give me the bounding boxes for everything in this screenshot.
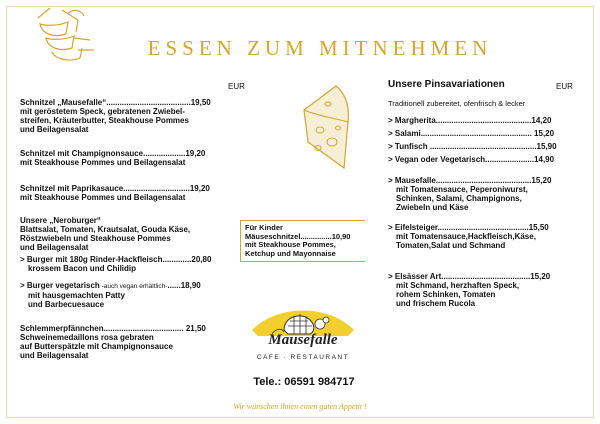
menu-item-desc: und Beilagensalat	[20, 351, 89, 360]
menu-item	[20, 255, 211, 273]
menu-item-desc: mit Tomatensauce,Hackfleisch,Käse,	[396, 232, 536, 241]
menu-item-price: ......18,90	[167, 281, 201, 290]
menu-item-desc: und Beilagensalat	[20, 243, 89, 252]
menu-item-name: > Eifelsteiger.........................................15,50	[388, 223, 549, 232]
menu-item-desc: Schweinemedaillons rosa gebraten	[20, 333, 154, 342]
logo-tagline: CAFE · RESTAURANT	[256, 354, 350, 361]
menu-item	[388, 129, 554, 138]
menu-item-desc: Tomaten,Salat und Schmand	[396, 241, 506, 250]
kids-item: Mäuseschnitzel...............10,90	[245, 231, 351, 241]
menu-item-name: Schnitzel mit Paprikasauce..............................19,20	[20, 184, 210, 193]
menu-item-name: Schnitzel mit Champignonsauce...................19,20	[20, 149, 206, 158]
right-eur-label: EUR	[556, 82, 573, 91]
pots-icon	[32, 4, 102, 64]
menu-item	[388, 142, 557, 151]
logo-brand: Mausefalle	[268, 332, 338, 348]
menu-item-desc: und Barbecuesauce	[28, 300, 105, 309]
menu-item	[20, 281, 201, 309]
menu-item	[388, 176, 551, 212]
kids-box	[240, 220, 365, 262]
menu-item-desc: streifen, Kräuterbutter, Steakhouse Pommes	[20, 116, 189, 125]
menu-item-desc: mit Schmand, herzhaften Speck,	[396, 281, 520, 290]
left-eur-label: EUR	[228, 82, 245, 91]
menu-item	[20, 98, 211, 134]
menu-item-desc: mit Steakhouse Pommes und Beilagensalat	[20, 158, 186, 167]
menu-item-name: > Burger vegetarisch	[20, 281, 100, 290]
menu-item-name: > Margherita...........................................14,20	[388, 116, 552, 125]
pinsa-heading: Unsere Pinsavariationen	[388, 79, 505, 90]
menu-item-desc: mit Steakhouse Pommes und Beilagensalat	[20, 193, 186, 202]
kids-title: Für Kinder	[245, 223, 283, 232]
page-title: ESSEN ZUM MITNEHMEN	[147, 36, 493, 60]
menu-item-name: Unsere „Neroburger“	[20, 216, 101, 225]
menu-item-note: -auch vegan erhältlich-	[99, 283, 168, 290]
menu-item	[388, 272, 550, 308]
menu-item-desc: auf Butterspätzle mit Champignonsauce	[20, 342, 173, 351]
menu-item-name: Schnitzel „Mausefalle“......................................19,50	[20, 98, 211, 107]
menu-item	[20, 216, 190, 252]
menu-item-name: > Burger mit 180g Rinder-Hackfleisch.............20,80	[20, 255, 212, 264]
phone-number: Tele.: 06591 984717	[253, 376, 355, 388]
menu-item	[20, 149, 205, 167]
menu-item-desc: rohem Schinken, Tomaten	[396, 290, 496, 299]
pinsa-subtitle: Traditionell zubereitet, ofenfrisch & lecker	[388, 99, 526, 108]
cheese-icon	[298, 82, 354, 172]
menu-item-desc: Röstzwiebeln und Steakhouse Pommes	[20, 234, 171, 243]
menu-item-name: > Vegan oder Vegetarisch......................14,90	[388, 155, 555, 164]
menu-item-name: > Salami.................................................. 15,20	[388, 129, 555, 138]
menu-item	[388, 223, 549, 250]
menu-item-desc: krossem Bacon und Chilidip	[28, 264, 137, 273]
menu-item-desc: Schinken, Salami, Champignons,	[396, 194, 522, 203]
menu-item-desc: und Beilagensalat	[20, 125, 89, 134]
menu-item-name: > Tunfisch ................................................15,90	[388, 142, 557, 151]
kids-desc: mit Steakhouse Pommes,	[245, 240, 336, 249]
footer-text: Wir wünschen ihnen einen guten Appetit !	[233, 402, 367, 411]
menu-item-desc: Zwiebeln und Käse	[396, 203, 469, 212]
menu-item-desc: und frischem Rucola	[396, 299, 476, 308]
menu-item	[20, 324, 206, 360]
menu-item	[388, 116, 551, 125]
menu-item-name: > Elsässer Art........................................15,20	[388, 272, 551, 281]
menu-item	[20, 184, 210, 202]
menu-item-name: > Mausefalle...........................................15,20	[388, 176, 552, 185]
restaurant-logo	[248, 304, 358, 374]
menu-item-name: Schlemmerpfännchen.................................... 21,50	[20, 324, 206, 333]
menu-item-desc: mit Tomatensauce, Peperoniwurst,	[396, 185, 528, 194]
menu-item	[388, 155, 554, 164]
menu-item-desc: mit hausgemachten Patty	[28, 291, 125, 300]
menu-item-desc: Blattsalat, Tomaten, Krautsalat, Gouda Käse,	[20, 225, 191, 234]
menu-item-desc: mit geröstetem Speck, gebratenen Zwiebel-	[20, 107, 185, 116]
kids-desc: Ketchup und Mayonnaise	[245, 248, 336, 258]
